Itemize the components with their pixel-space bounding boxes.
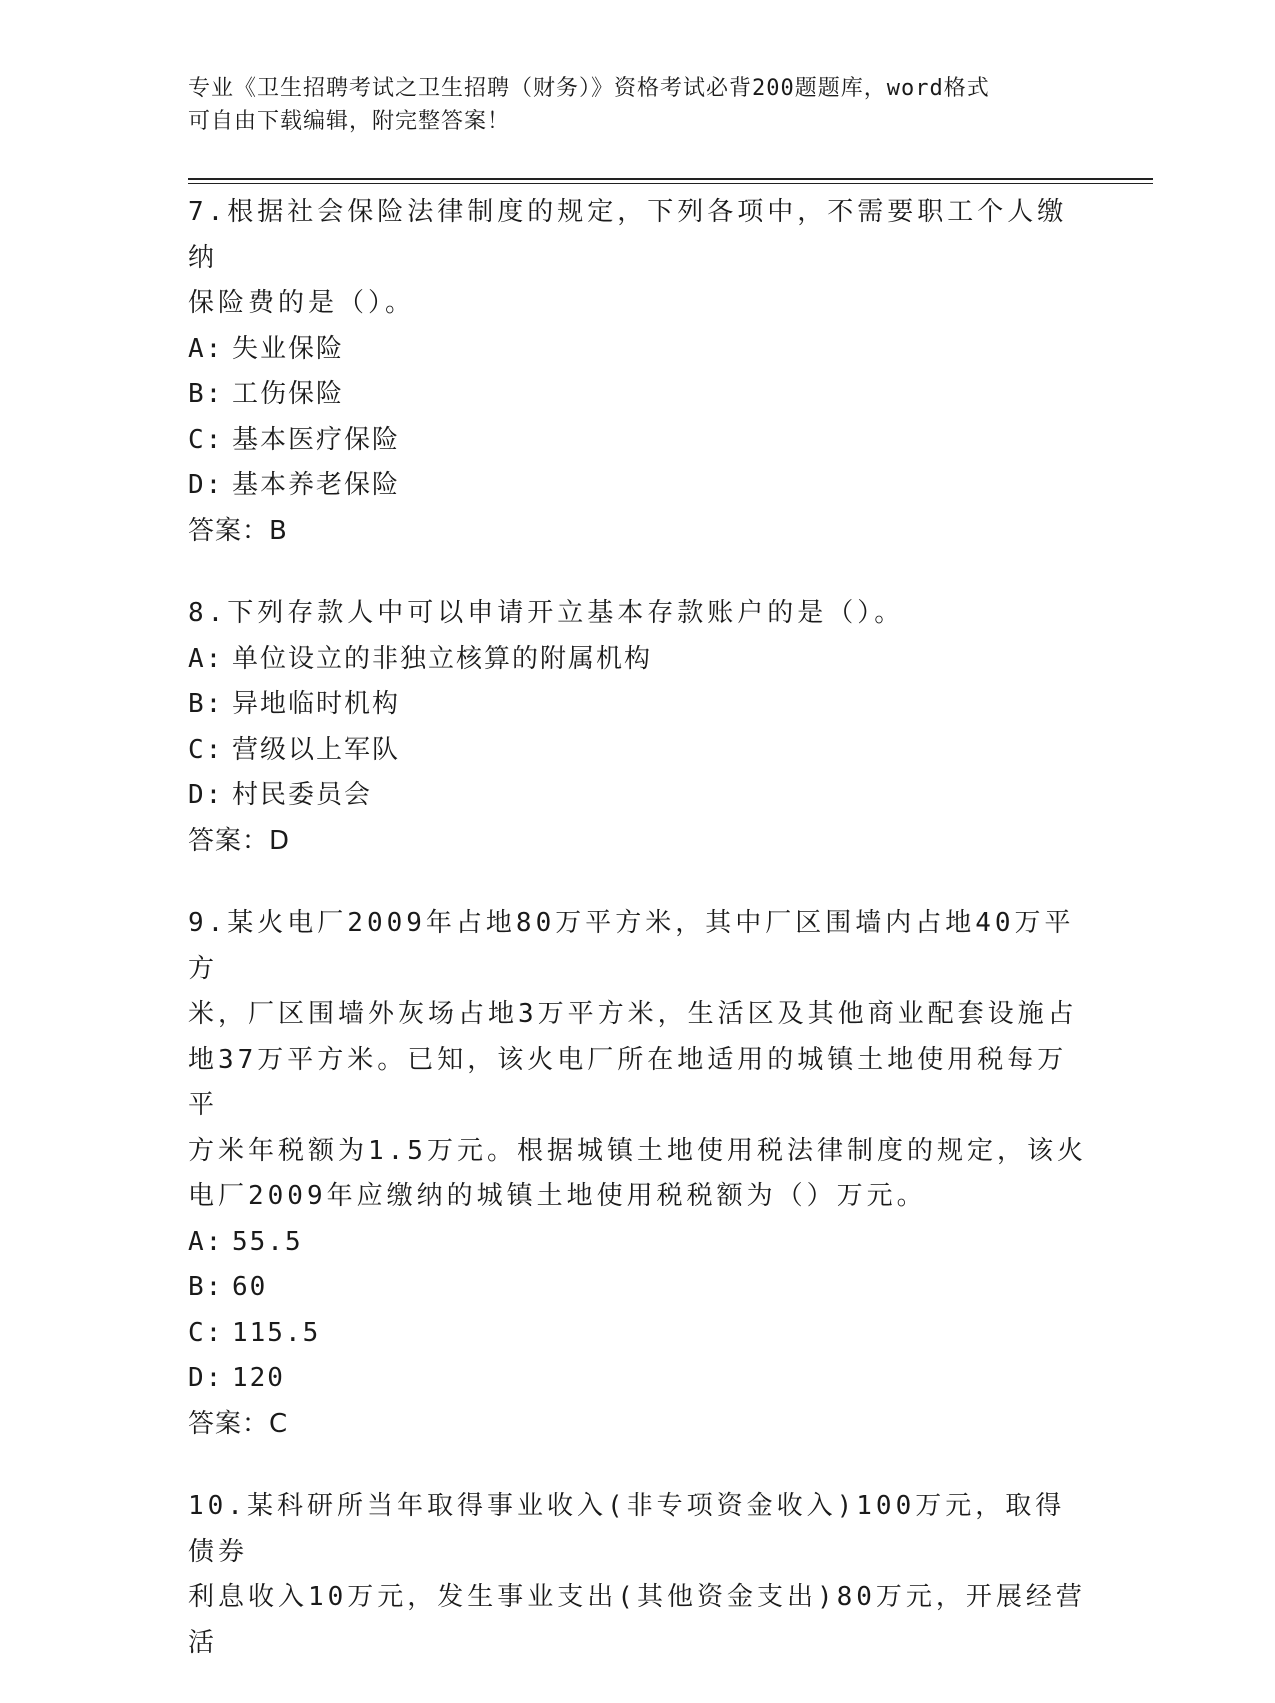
document-header: [188, 72, 1068, 138]
option-key: A:: [188, 643, 224, 674]
option-text: 村民委员会: [232, 780, 373, 810]
option-b: [188, 372, 1088, 418]
option-key: A:: [188, 1226, 224, 1257]
answer: 答案：B: [188, 515, 288, 546]
option-key: A:: [188, 333, 224, 364]
option-key: B:: [188, 379, 224, 409]
question-list: [188, 190, 1088, 1703]
option-text: 60: [232, 1272, 268, 1302]
option-key: B:: [188, 689, 224, 719]
option-text: 失业保险: [232, 333, 345, 364]
option-a: [188, 637, 1088, 683]
option-text: 单位设立的非独立核算的附属机构: [232, 643, 653, 674]
answer: 答案：D: [188, 825, 291, 856]
option-key: C:: [188, 734, 224, 765]
option-text: 基本养老保险: [232, 470, 401, 500]
option-text: 异地临时机构: [232, 689, 401, 719]
option-key: D:: [188, 780, 224, 810]
option-d: [188, 1356, 1088, 1402]
question-stem: 7.根据社会保险法律制度的规定，下列各项中，不需要职工个人缴纳 保险费的是（）。: [188, 197, 1068, 318]
header-line-2: 可自由下载编辑，附完整答案！: [188, 109, 511, 134]
question-7: [188, 190, 1088, 554]
option-text: 120: [232, 1363, 285, 1393]
option-key: D:: [188, 470, 224, 500]
header-line-1: 专业《卫生招聘考试之卫生招聘（财务）》资格考试必背200题题库，word格式: [188, 76, 990, 101]
answer: 答案：C: [188, 1408, 289, 1439]
question-10: [188, 1484, 1088, 1666]
header-rule-thin: [188, 183, 1153, 184]
question-stem: 9.某火电厂2009年占地80万平方米，其中厂区围墙内占地40万平方 米，厂区围墙外灰场占地3万平方米，生活区及其他商业配套设施占 地37万平方米。已知，该火电厂所在地适用的城镇土地使用税每万平 方米年税额为1.5万元。根据城镇土地使用税法律制度的规定，该火 电厂2009年应缴纳的城镇土地使用税税额为（）万元。: [188, 908, 1087, 1211]
option-b: [188, 1265, 1088, 1311]
option-d: [188, 463, 1088, 509]
question-stem: 10.某科研所当年取得事业收入(非专项资金收入)100万元，取得债券 利息收入10万元，发生事业支出(其他资金支出)80万元，开展经营活: [188, 1491, 1086, 1658]
option-key: C:: [188, 1317, 224, 1348]
option-b: [188, 682, 1088, 728]
option-a: [188, 1220, 1088, 1266]
option-key: D:: [188, 1363, 224, 1393]
option-text: 115.5: [232, 1317, 321, 1348]
option-key: C:: [188, 424, 224, 455]
option-d: [188, 773, 1088, 819]
option-text: 55.5: [232, 1226, 303, 1257]
option-c: [188, 1311, 1088, 1357]
question-stem: 8.下列存款人中可以申请开立基本存款账户的是（）。: [188, 598, 905, 628]
option-text: 营级以上军队: [232, 734, 401, 765]
option-c: [188, 728, 1088, 774]
header-rule-thick: [188, 178, 1153, 180]
option-key: B:: [188, 1272, 224, 1302]
option-text: 基本医疗保险: [232, 424, 401, 455]
question-8: [188, 591, 1088, 864]
option-a: [188, 327, 1088, 373]
option-c: [188, 418, 1088, 464]
question-9: [188, 901, 1088, 1447]
option-text: 工伤保险: [232, 379, 345, 409]
